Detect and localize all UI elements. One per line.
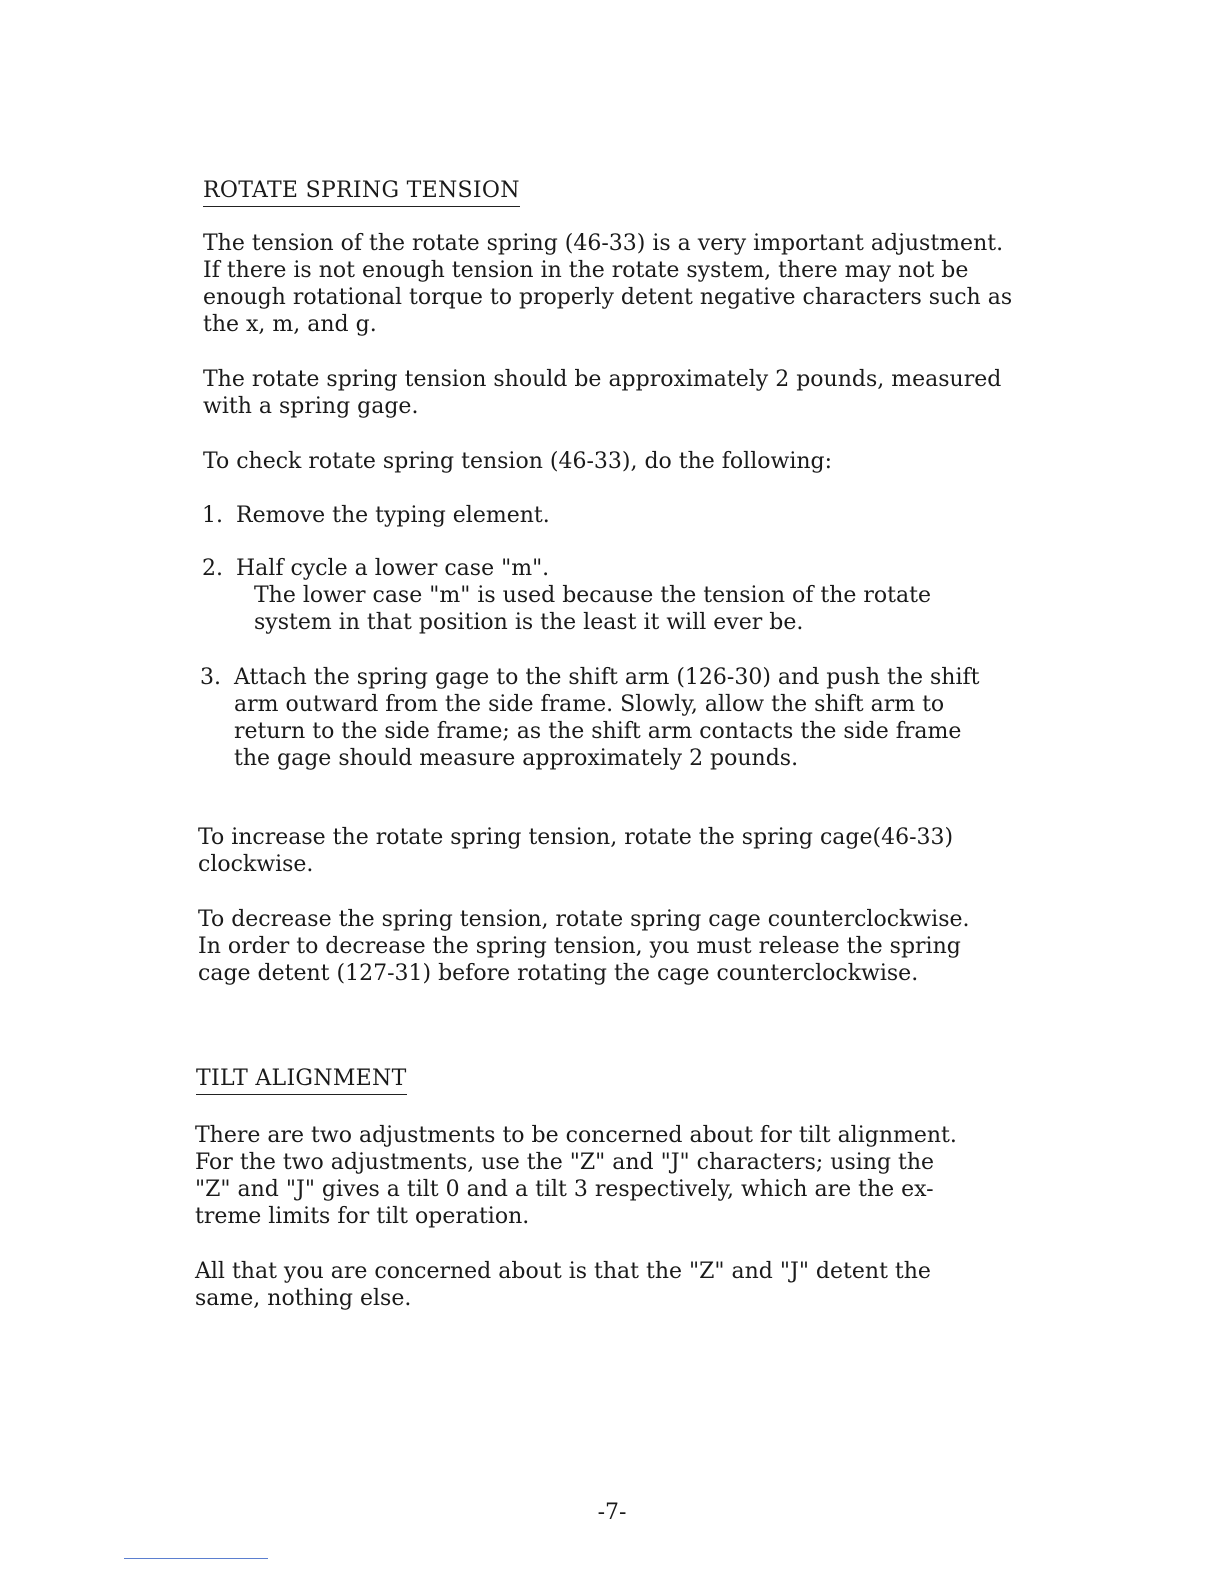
text-line: with a spring gage. <box>203 394 419 419</box>
text-line: To decrease the spring tension, rotate spring cage counterclockwise. <box>198 907 970 932</box>
text-line: To increase the rotate spring tension, rotate the spring cage(46-33) <box>198 825 954 850</box>
step-body <box>234 664 979 772</box>
footer-divider <box>124 1558 268 1559</box>
text-line-indented: The lower case "m" is used because the tension of the rotate <box>254 583 931 608</box>
text-line: same, nothing else. <box>195 1286 412 1311</box>
text-line: For the two adjustments, use the "Z" and "J" characters; using the <box>195 1150 935 1175</box>
paragraph-decrease-tension <box>198 906 970 987</box>
paragraph-increase-tension <box>198 824 953 878</box>
paragraph-tilt-detent <box>195 1258 931 1312</box>
step-body <box>236 555 931 636</box>
page-number: -7- <box>597 1500 627 1525</box>
step-number: 2. <box>202 556 223 581</box>
text-line: "Z" and "J" gives a tilt 0 and a tilt 3 respectively, which are the ex- <box>195 1177 934 1202</box>
paragraph-tension-value <box>203 366 1001 420</box>
text-line: the x, m, and g. <box>203 312 377 337</box>
step-body <box>236 502 550 529</box>
paragraph-tilt-intro <box>195 1122 957 1230</box>
heading-tilt-alignment: TILT ALIGNMENT <box>196 1066 407 1095</box>
text-line: arm outward from the side frame. Slowly, allow the shift arm to <box>234 692 945 717</box>
text-line: Remove the typing element. <box>236 503 550 528</box>
text-line: To check rotate spring tension (46-33), do the following: <box>203 449 833 474</box>
text-line: The tension of the rotate spring (46-33) is a very important adjustment. <box>203 231 1004 256</box>
text-line: Attach the spring gage to the shift arm (126-30) and push the shift <box>234 665 980 690</box>
text-line: If there is not enough tension in the rotate system, there may not be <box>203 258 969 283</box>
step-number: 1. <box>202 503 223 528</box>
text-line: the gage should measure approximately 2 pounds. <box>234 746 799 771</box>
heading-rotate-spring-tension: ROTATE SPRING TENSION <box>203 178 520 207</box>
text-line: Half cycle a lower case "m". <box>236 556 550 581</box>
paragraph-check-intro <box>203 448 832 475</box>
text-line: The rotate spring tension should be approximately 2 pounds, measured <box>203 367 1002 392</box>
text-line: return to the side frame; as the shift arm contacts the side frame <box>234 719 962 744</box>
text-line: enough rotational torque to properly detent negative characters such as <box>203 285 1013 310</box>
text-line: clockwise. <box>198 852 314 877</box>
text-line: In order to decrease the spring tension, you must release the spring <box>198 934 961 959</box>
text-line: cage detent (127-31) before rotating the cage counterclockwise. <box>198 961 919 986</box>
paragraph-rotate-intro <box>203 230 1012 338</box>
text-line: treme limits for tilt operation. <box>195 1204 530 1229</box>
step-number: 3. <box>200 665 221 690</box>
text-line-indented: system in that position is the least it will ever be. <box>254 610 804 635</box>
text-line: All that you are concerned about is that the "Z" and "J" detent the <box>195 1259 931 1284</box>
text-line: There are two adjustments to be concerned about for tilt alignment. <box>195 1123 957 1148</box>
